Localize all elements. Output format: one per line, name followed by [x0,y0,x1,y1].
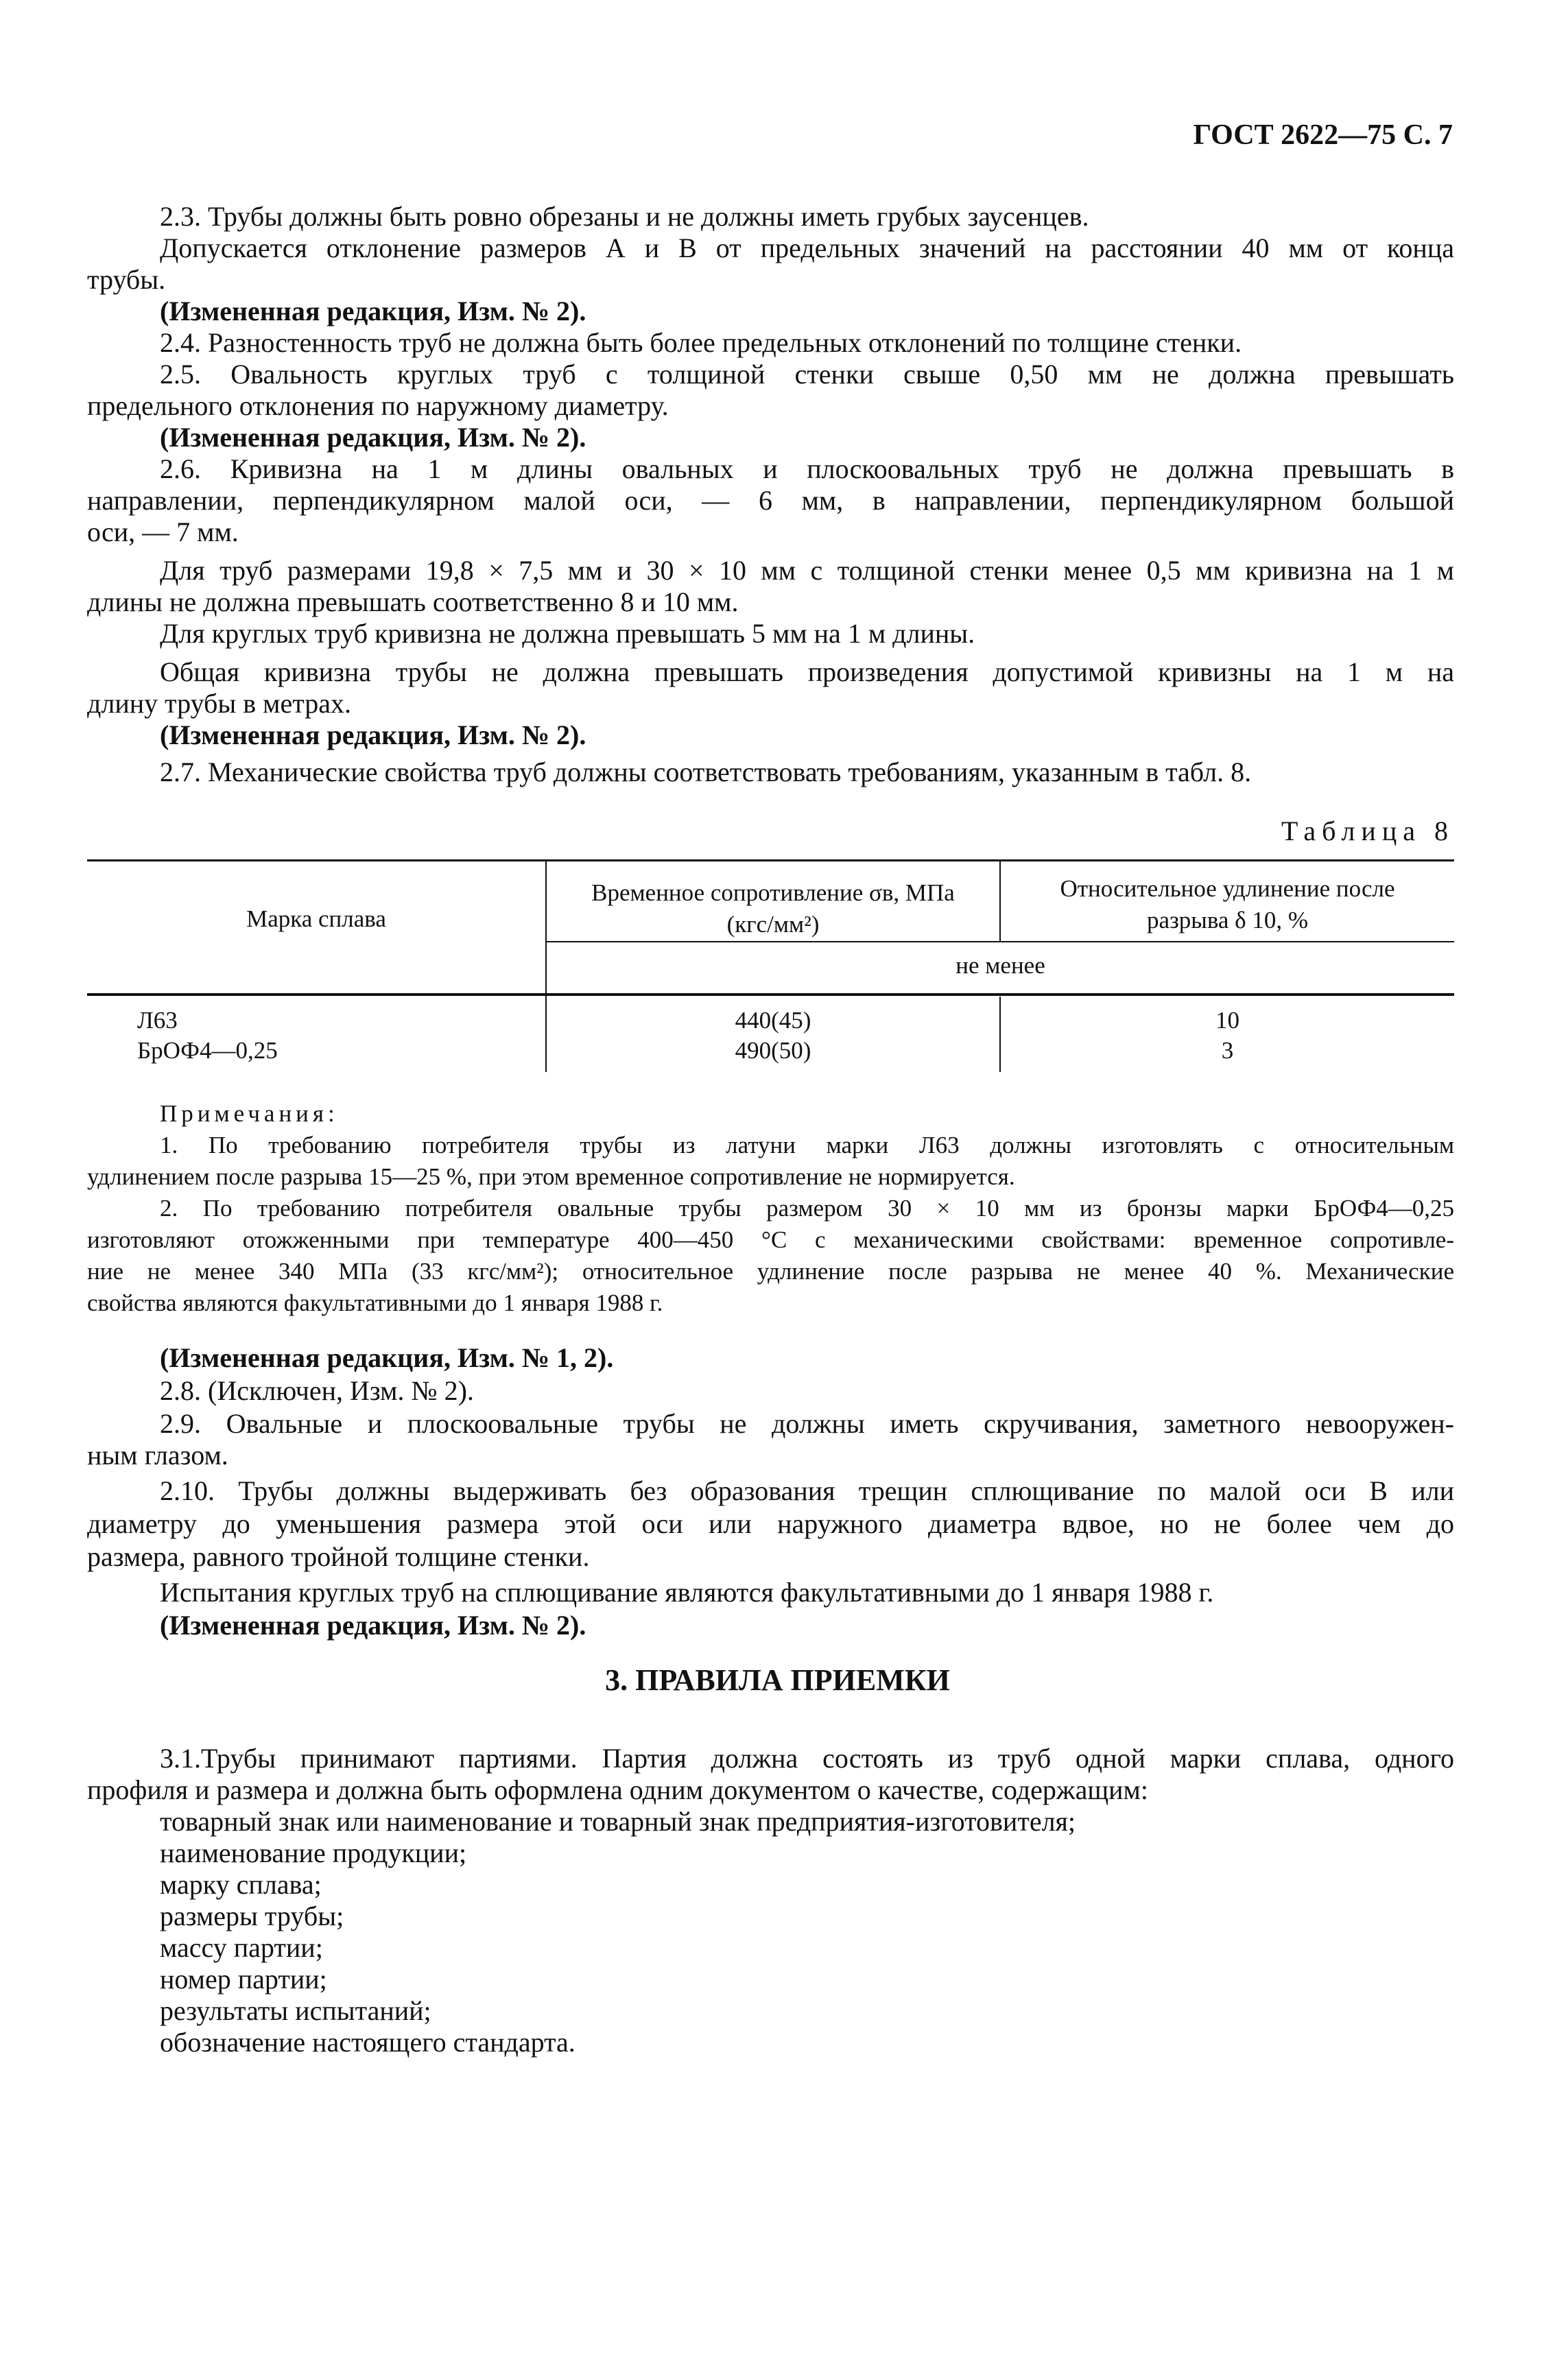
note-line: свойства являются факультативными до 1 января 1988 г. [87,1289,663,1316]
para-line: 2.5. Овальность круглых труб с толщиной стенки свыше 0,50 мм не должна превышать [160,359,1454,390]
para-line: Общая кривизна трубы не должна превышать произведения допустимой кривизны на 1 м на [160,656,1454,687]
note-line: изготовляют отожженными при температуре 400—450 °С с механическими свойствами: временное сопротивле- [87,1226,1454,1253]
para-line: Допускается отклонение размеров А и В от предельных значений на расстоянии 40 мм от конца [160,233,1454,263]
revision-note: (Измененная редакция, Изм. № 2). [160,1610,586,1641]
para-line: 2.4. Разностенность труб не должна быть более предельных отклонений по толщине стенки. [160,327,1242,358]
para-line: Для круглых труб кривизна не должна превышать 5 мм на 1 м длины. [160,618,975,649]
table-top-rule [87,859,1454,861]
column-header-grade: Марка сплава [246,905,386,932]
para-line: 2.6. Кривизна на 1 м длины овальных и плоскоовальных труб не должна превышать в [160,453,1454,484]
list-item: номер партии; [160,1964,327,1995]
para-line: 2.3. Трубы должны быть ровно обрезаны и не должны иметь грубых заусенцев. [160,201,1089,232]
note-line: ние не менее 340 МПа (33 кгс/мм²); относительное удлинение после разрыва не менее 40 %. Механические [87,1258,1454,1285]
notes-title: Примечания: [160,1100,339,1127]
column-header-elongation: Относительное удлинение после [1060,875,1395,902]
para-line: 2.9. Овальные и плоскоовальные трубы не должны иметь скручивания, заметного невооружен- [160,1408,1454,1439]
cell-strength: 490(50) [735,1037,811,1064]
para-line: Испытания круглых труб на сплющивание являются факультативными до 1 января 1988 г. [160,1577,1214,1608]
cell-elongation: 3 [1221,1037,1234,1064]
para-line: 2.8. (Исключен, Изм. № 2). [160,1375,474,1406]
cell-strength: 440(45) [735,1007,811,1034]
list-item: наименование продукции; [160,1837,467,1868]
list-item: марку сплава; [160,1869,322,1900]
para-line: Для труб размерами 19,8 × 7,5 мм и 30 × 10 мм с толщиной стенки менее 0,5 мм кривизна на 1 м [160,555,1454,586]
list-item: размеры трубы; [160,1901,344,1931]
para-line: оси, — 7 мм. [87,516,239,547]
list-item: массу партии; [160,1932,323,1963]
para-line: трубы. [87,264,166,295]
para-line: длины не должна превышать соответственно 8 и 10 мм. [87,586,739,617]
cell-grade: БрОФ4—0,25 [137,1037,278,1064]
revision-note: (Измененная редакция, Изм. № 1, 2). [160,1342,614,1373]
revision-note: (Измененная редакция, Изм. № 2). [160,719,586,750]
table-title: Таблица 8 [1281,816,1454,846]
revision-note: (Измененная редакция, Изм. № 2). [160,296,586,326]
table-rule [545,941,1454,942]
para-line: 2.7. Механические свойства труб должны соответствовать требованиям, указанным в табл. 8. [160,757,1252,787]
note-line: 1. По требованию потребителя трубы из латуни марки Л63 должны изготовлять с относительным [160,1132,1454,1158]
list-item: результаты испытаний; [160,1995,431,2026]
list-item: товарный знак или наименование и товарный знак предприятия-изготовителя; [160,1806,1076,1837]
list-item: обозначение настоящего стандарта. [160,2027,575,2058]
para-line: профиля и размера и должна быть оформлена одним документом о качестве, содержащим: [87,1774,1148,1805]
para-line: предельного отклонения по наружному диаметру. [87,390,669,421]
para-line: диаметру до уменьшения размера этой оси или наружного диаметра вдвое, но не более чем до [87,1508,1454,1539]
table-header-rule [87,993,1454,996]
para-line: размера, равного тройной толщине стенки. [87,1541,590,1572]
revision-note: (Измененная редакция, Изм. № 2). [160,422,586,453]
column-header-strength-unit: (кгс/мм²) [726,911,820,938]
section-title: 3. ПРАВИЛА ПРИЕМКИ [605,1663,950,1697]
para-line: длину трубы в метрах. [87,688,351,719]
min-label: не менее [955,952,1045,979]
page-header: ГОСТ 2622—75 С. 7 [1193,119,1453,151]
cell-elongation: 10 [1215,1007,1239,1034]
para-line: 2.10. Трубы должны выдерживать без образования трещин сплющивание по малой оси В или [160,1475,1454,1506]
cell-grade: Л63 [137,1007,178,1034]
note-line: 2. По требованию потребителя овальные трубы размером 30 × 10 мм из бронзы марки БрОФ4—0,25 [160,1195,1454,1222]
column-header-strength: Временное сопротивление σв, МПа [591,879,955,906]
para-line: направлении, перпендикулярном малой оси, — 6 мм, в направлении, перпендикулярном большой [87,485,1454,516]
para-line: ным глазом. [87,1440,228,1471]
column-header-elongation-unit: разрыва δ 10, % [1146,907,1309,933]
note-line: удлинением после разрыва 15—25 %, при этом временное сопротивление не нормируется. [87,1163,1015,1190]
para-line: 3.1.Трубы принимают партиями. Партия должна состоять из труб одной марки сплава, одного [160,1743,1454,1774]
